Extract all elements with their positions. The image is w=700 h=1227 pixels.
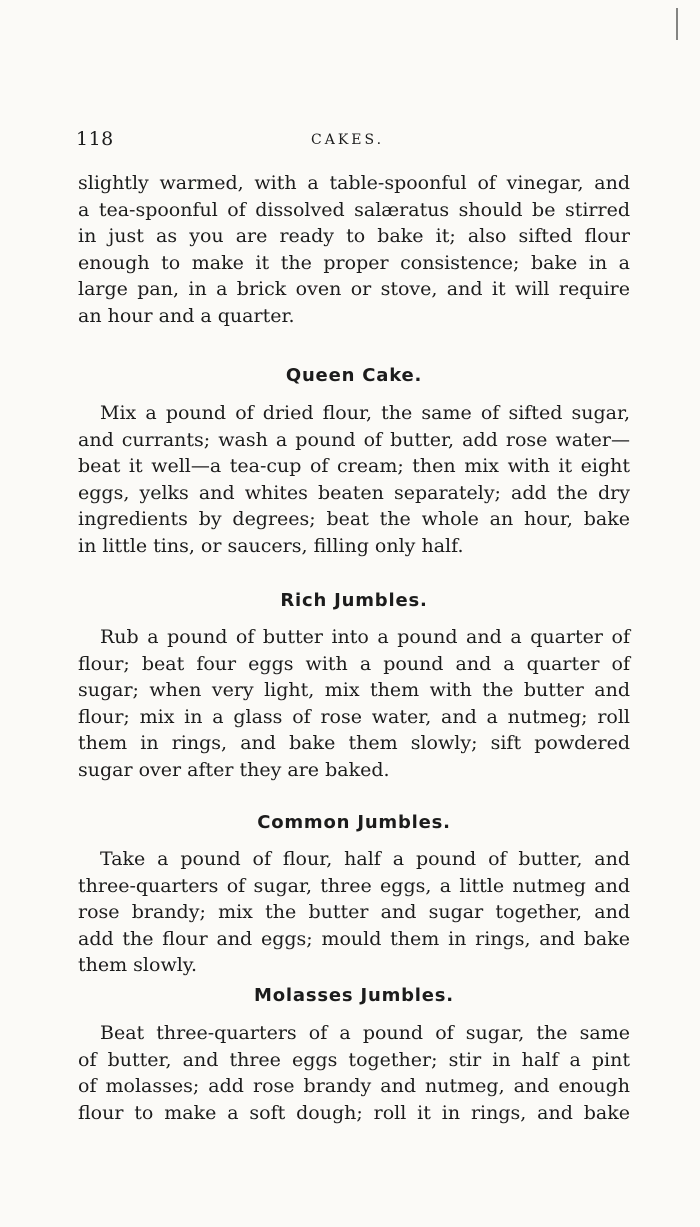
text-line: Rub a pound of butter into a pound and a quarter of — [100, 626, 630, 648]
text-line: and currants; wash a pound of butter, add rose water— — [78, 428, 630, 451]
text-line: a tea-spoonful of dissolved salæratus should be stirred — [78, 198, 630, 221]
text-line: sugar; when very light, mix them with the butter and — [78, 679, 630, 701]
text-line: enough to make it the proper consistence; bake in a — [78, 251, 630, 274]
text-line: add the flour and eggs; mould them in rings, and bake — [78, 927, 630, 950]
text-line: Beat three-quarters of a pound of sugar, the same — [100, 1022, 630, 1044]
text-line: flour; mix in a glass of rose water, and a nutmeg; roll — [78, 705, 630, 728]
text-line: them in rings, and bake them slowly; sift powdered — [78, 732, 630, 754]
running-head: CAKES. — [311, 132, 385, 148]
text-line: rose brandy; mix the butter and sugar together, and — [78, 901, 630, 923]
recipe-body-common-jumbles — [78, 846, 630, 979]
text-line: three-quarters of sugar, three eggs, a little nutmeg and — [78, 874, 630, 897]
recipe-title-queen-cake: Queen Cake. — [285, 365, 423, 386]
text-line: them slowly. — [78, 954, 198, 976]
text-line: flour; beat four eggs with a pound and a quarter of — [78, 652, 630, 675]
continuation-paragraph — [78, 170, 630, 329]
text-line: Take a pound of flour, half a pound of butter, and — [100, 848, 630, 870]
text-line: large pan, in a brick oven or stove, and it will require — [78, 278, 630, 300]
page-number: 118 — [76, 128, 114, 150]
text-line: of butter, and three eggs together; stir in half a pint — [78, 1048, 630, 1071]
recipe-body-molasses-jumbles — [78, 1020, 630, 1126]
text-line: an hour and a quarter. — [78, 304, 295, 327]
text-line: slightly warmed, with a table-spoonful of vinegar, and — [78, 172, 630, 194]
text-line: of molasses; add rose brandy and nutmeg, and enough — [78, 1075, 630, 1097]
recipe-title-rich-jumbles: Rich Jumbles. — [280, 590, 428, 611]
text-line: beat it well—a tea-cup of cream; then mix with it eight — [78, 455, 630, 477]
recipe-body-queen-cake — [78, 400, 630, 559]
text-line: in just as you are ready to bake it; also sifted flour — [78, 225, 630, 247]
recipe-title-common-jumbles: Common Jumbles. — [257, 812, 451, 833]
text-line: eggs, yelks and whites beaten separately; add the dry — [78, 481, 630, 504]
recipe-body-rich-jumbles — [78, 624, 630, 783]
text-line: flour to make a soft dough; roll it in rings, and bake — [78, 1101, 630, 1124]
recipe-title-molasses-jumbles: Molasses Jumbles. — [254, 985, 454, 1006]
text-line: ingredients by degrees; beat the whole an hour, bake — [78, 508, 630, 530]
text-line: sugar over after they are baked. — [78, 758, 390, 781]
page-header — [76, 128, 636, 158]
text-line: Mix a pound of dried flour, the same of sifted sugar, — [100, 402, 630, 424]
text-line: in little tins, or saucers, filling only half. — [78, 534, 464, 557]
page-edge-mark — [676, 8, 678, 40]
